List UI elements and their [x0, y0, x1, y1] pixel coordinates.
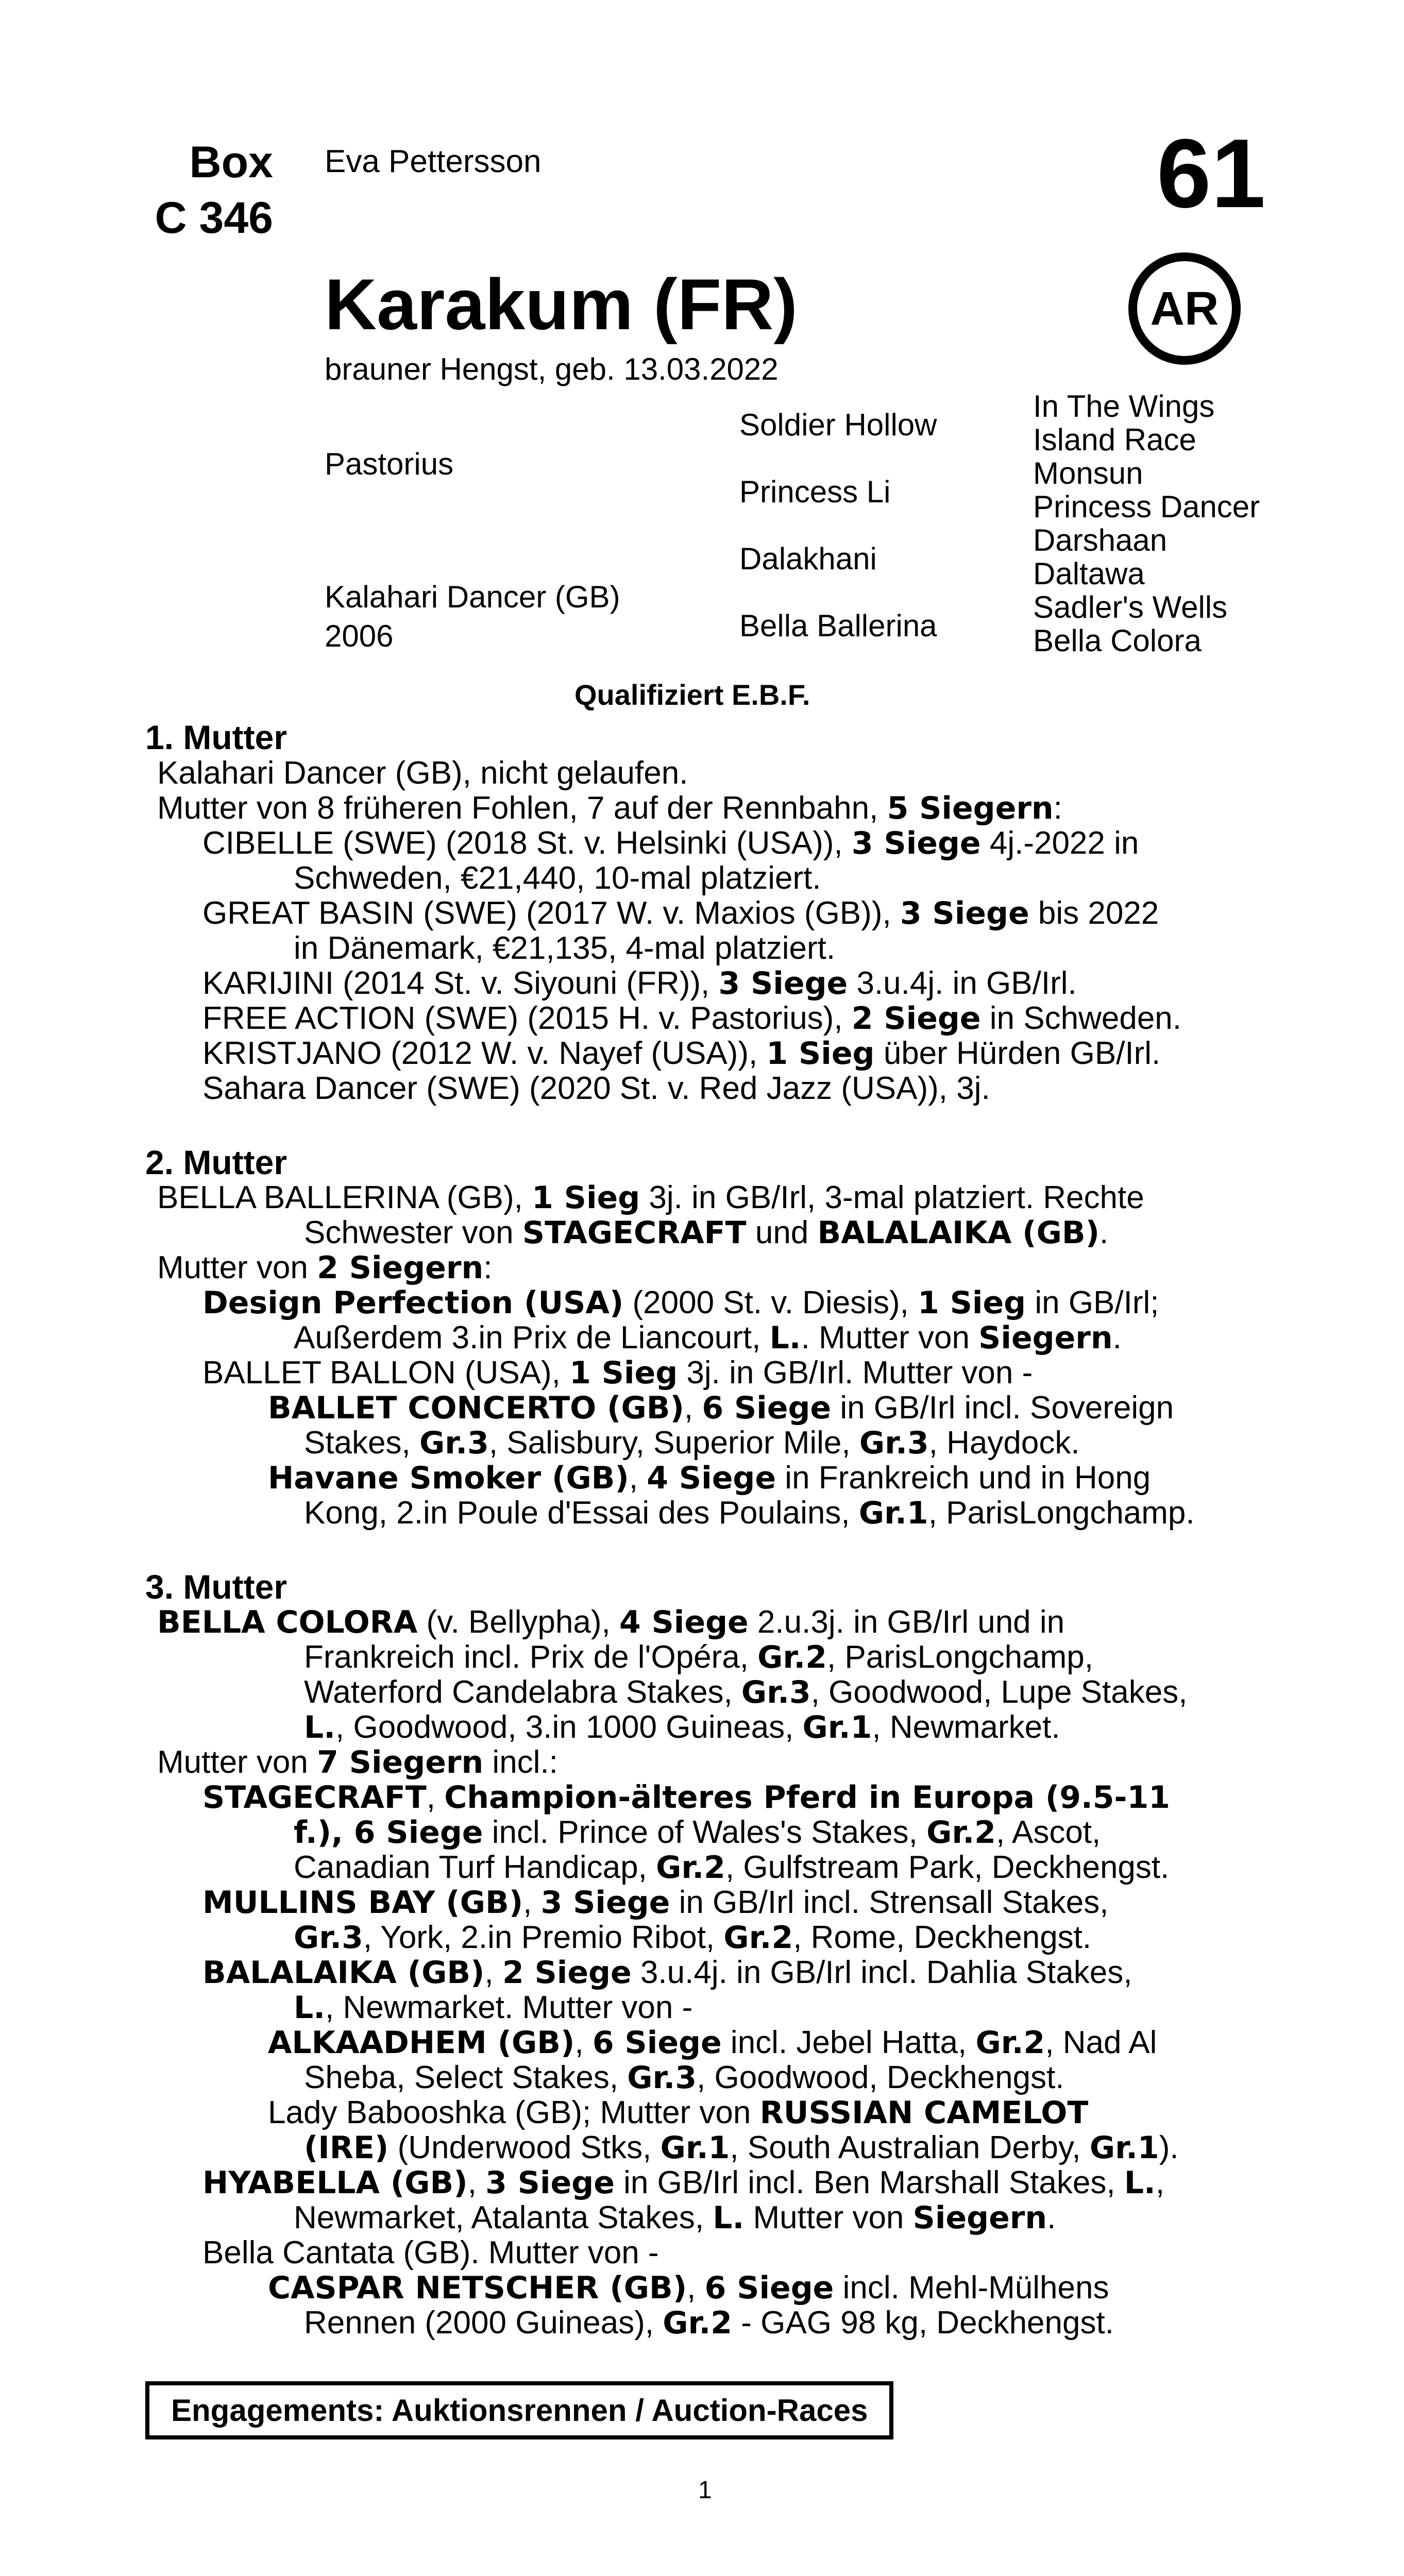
text: CIBELLE (SWE) (2018 St. v. Helsinki (USA)),	[202, 825, 852, 861]
bold-text: 6 Siege	[704, 2270, 834, 2306]
text: ,	[484, 1955, 502, 1990]
text: 3j. in GB/Irl, 3-mal platziert. Rechte	[640, 1180, 1144, 1215]
text: :	[1053, 790, 1062, 826]
bold-text: MULLINS BAY (GB)	[202, 1885, 523, 1921]
pedigree-grandparent: Soldier Hollow	[739, 408, 937, 442]
record-line	[202, 2234, 659, 2271]
owner-name: Eva Pettersson	[325, 144, 542, 179]
text: in Dänemark, €21,135, 4-mal platziert.	[294, 930, 836, 966]
text: , Goodwood, 3.in 1000 Guineas,	[335, 1709, 803, 1745]
text: Sahara Dancer (SWE) (2020 St. v. Red Jazz (USA)), 3j.	[202, 1071, 990, 1106]
text: Canadian Turf Handicap,	[294, 1850, 656, 1885]
pedigree-great-grandparent: Monsun	[1033, 456, 1143, 490]
record-line	[202, 1884, 1108, 1921]
bold-text: STAGECRAFT	[522, 1215, 747, 1251]
text: Kong, 2.in Poule d'Essai des Poulains,	[304, 1495, 859, 1531]
record-line	[304, 1639, 1093, 1675]
record-line	[202, 965, 1077, 1002]
text: 4j.-2022 in	[980, 825, 1139, 861]
bold-text: L.	[1124, 2165, 1156, 2201]
section-title: 1. Mutter	[145, 718, 287, 756]
engagements-box	[145, 2381, 893, 2439]
horse-description: brauner Hengst, geb. 13.03.2022	[325, 352, 779, 386]
text: KRISTJANO (2012 W. v. Nayef (USA)),	[202, 1036, 767, 1071]
text: - GAG 98 kg, Deckhengst.	[732, 2305, 1114, 2341]
bold-text: Gr.1	[660, 2130, 730, 2166]
record-line	[294, 1989, 692, 2026]
text: (v. Bellypha),	[417, 1604, 619, 1640]
bold-text: HYABELLA (GB)	[202, 2165, 468, 2201]
text: :	[483, 1250, 493, 1285]
bold-text: Gr.3	[741, 1674, 811, 1710]
text: , ParisLongchamp.	[928, 1495, 1195, 1531]
text: . Mutter von	[801, 1320, 979, 1355]
bold-text: BALALAIKA (GB)	[202, 1955, 485, 1991]
bold-text: ALKAADHEM (GB)	[268, 2025, 575, 2061]
bold-text: RUSSIAN CAMELOT	[759, 2095, 1089, 2131]
text: in GB/Irl;	[1026, 1285, 1159, 1320]
text: GREAT BASIN (SWE) (2017 W. v. Maxios (GB)),	[202, 895, 900, 931]
text: Waterford Candelabra Stakes,	[304, 1674, 741, 1710]
text: Mutter von	[744, 2200, 913, 2235]
pedigree-grandparent: Dalakhani	[739, 541, 877, 576]
bold-text: 3 Siege	[718, 965, 848, 1002]
record-line	[304, 2059, 1064, 2096]
bold-text: 2 Siege	[851, 1001, 981, 1037]
bold-text: Havane Smoker (GB)	[268, 1460, 629, 1496]
bold-text: 2 Siege	[502, 1955, 632, 1991]
text: incl.:	[483, 1744, 558, 1780]
text: ,	[574, 2025, 593, 2060]
bold-text: 6 Siege	[702, 1390, 832, 1426]
text: .	[1099, 1215, 1109, 1250]
text: incl. Prince of Wales's Stakes,	[483, 1815, 927, 1850]
text: in GB/Irl incl. Strensall Stakes,	[670, 1885, 1109, 1920]
record-line	[268, 1389, 1174, 1426]
record-line	[268, 2024, 1157, 2061]
record-line	[268, 2094, 1088, 2131]
text: incl. Mehl-Mülhens	[834, 2270, 1109, 2306]
record-line	[157, 1179, 1144, 1216]
record-line	[294, 860, 821, 896]
lot-number: 61	[1157, 119, 1266, 228]
bold-text: Gr.1	[802, 1709, 872, 1745]
record-line	[304, 1709, 1060, 1745]
text: 3j. in GB/Irl. Mutter von -	[678, 1355, 1033, 1391]
record-line	[202, 1000, 1181, 1037]
box-number: C 346	[155, 193, 273, 243]
bold-text: 2 Siegern	[317, 1250, 484, 1286]
bold-text: L.	[713, 2200, 745, 2236]
text: Bella Cantata (GB). Mutter von -	[202, 2235, 659, 2270]
record-line	[294, 1814, 1101, 1851]
pedigree-great-grandparent: Darshaan	[1033, 523, 1168, 557]
text: BELLA BALLERINA (GB),	[157, 1180, 532, 1215]
record-line	[294, 2199, 1056, 2236]
text: , Newmarket.	[872, 1709, 1060, 1745]
qualification-note: Qualifiziert E.B.F.	[574, 679, 810, 711]
text: ).	[1159, 2130, 1179, 2165]
bold-text: CASPAR NETSCHER (GB)	[268, 2270, 687, 2306]
text: 3.u.4j. in GB/Irl incl. Dahlia Stakes,	[631, 1955, 1132, 1990]
text: , ParisLongchamp,	[826, 1639, 1093, 1675]
engagements-label: Engagements: Auktionsrennen / Auction-Races	[171, 2393, 868, 2428]
bold-text: 1 Sieg	[569, 1355, 678, 1391]
bold-text: 3 Siege	[851, 825, 981, 861]
pedigree-great-grandparent: Island Race	[1033, 422, 1196, 457]
pedigree-sire: Pastorius	[325, 447, 454, 481]
record-line	[202, 1779, 1170, 1816]
text: , Rome, Deckhengst.	[793, 1920, 1092, 1955]
box-label: Box	[189, 138, 273, 187]
text: und	[746, 1215, 818, 1250]
text: Kalahari Dancer (GB), nicht gelaufen.	[157, 755, 688, 791]
record-line	[202, 825, 1139, 861]
pedigree-great-grandparent: Princess Dancer	[1033, 489, 1260, 524]
record-line	[294, 1919, 1091, 1956]
record-line	[268, 2269, 1109, 2306]
page-number: 1	[698, 2477, 712, 2504]
record-line	[202, 1284, 1159, 1321]
bold-text: 6 Siege	[592, 2025, 722, 2061]
pedigree-great-grandparent: Bella Colora	[1033, 623, 1202, 658]
horse-name: Karakum (FR)	[325, 264, 798, 345]
bold-text: Gr.2	[757, 1639, 827, 1675]
text: .	[1047, 2200, 1056, 2235]
text: , Goodwood, Lupe Stakes,	[810, 1674, 1188, 1710]
text: ,	[426, 1780, 445, 1815]
text: .	[1112, 1320, 1122, 1355]
pedigree-dam: Kalahari Dancer (GB)	[325, 580, 620, 614]
bold-text: Gr.3	[859, 1425, 929, 1461]
record-line	[157, 755, 688, 791]
text: , Salisbury, Superior Mile,	[488, 1425, 859, 1461]
ar-badge-label: AR	[1150, 282, 1219, 335]
text: , Newmarket. Mutter von -	[325, 1990, 693, 2025]
bold-text: Siegern	[912, 2200, 1047, 2236]
text: ,	[687, 2270, 705, 2306]
text: 2.u.3j. in GB/Irl und in	[748, 1604, 1065, 1640]
text: FREE ACTION (SWE) (2015 H. v. Pastorius),	[202, 1001, 852, 1036]
bold-text: 1 Sieg	[532, 1180, 640, 1216]
bold-text: Gr.3	[627, 2060, 697, 2096]
text: ,	[523, 1885, 541, 1920]
text: KARIJINI (2014 St. v. Siyouni (FR)),	[202, 965, 719, 1001]
bold-text: 1 Sieg	[766, 1036, 875, 1072]
text: 3.u.4j. in GB/Irl.	[848, 965, 1077, 1001]
text: incl. Jebel Hatta,	[721, 2025, 976, 2060]
text: in Schweden.	[980, 1001, 1182, 1036]
bold-text: Gr.1	[1089, 2130, 1159, 2166]
pedigree-great-grandparent: In The Wings	[1033, 389, 1215, 423]
section-title: 3. Mutter	[145, 1568, 287, 1606]
bold-text: Design Perfection (USA)	[202, 1285, 624, 1321]
text: ,	[1155, 2165, 1165, 2200]
bold-text: STAGECRAFT	[202, 1780, 427, 1816]
record-line	[202, 1954, 1132, 1991]
bold-text: Gr.2	[663, 2305, 733, 2341]
bold-text: Gr.2	[975, 2025, 1045, 2061]
record-line	[294, 930, 835, 967]
record-line	[304, 1495, 1195, 1531]
text: , Goodwood, Deckhengst.	[697, 2060, 1064, 2095]
bold-text: L.	[769, 1320, 801, 1356]
text: Rennen (2000 Guineas),	[304, 2305, 663, 2341]
pedigree-great-grandparent: Sadler's Wells	[1033, 590, 1228, 624]
text: Schwester von	[304, 1215, 522, 1250]
text: , Ascot,	[995, 1815, 1101, 1850]
text: (Underwood Stks,	[388, 2130, 661, 2165]
text: über Hürden GB/Irl.	[874, 1036, 1161, 1071]
bold-text: 7 Siegern	[317, 1744, 484, 1781]
text: Frankreich incl. Prix de l'Opéra,	[304, 1639, 758, 1675]
record-line	[202, 1070, 990, 1107]
bold-text: f.), 6 Siege	[294, 1815, 483, 1851]
record-line	[304, 1674, 1187, 1710]
text: Stakes,	[304, 1425, 419, 1461]
record-line	[304, 2304, 1114, 2341]
bold-text: L.	[294, 1990, 326, 2026]
record-line	[202, 1035, 1160, 1072]
text: ,	[467, 2165, 486, 2200]
bold-text: BALALAIKA (GB)	[817, 1215, 1099, 1251]
record-line	[294, 1319, 1122, 1356]
text: , Gulfstream Park, Deckhengst.	[725, 1850, 1170, 1885]
text: , York, 2.in Premio Ribot,	[363, 1920, 724, 1955]
record-line	[304, 1425, 1080, 1461]
bold-text: 5 Siegern	[887, 790, 1054, 826]
record-line	[202, 895, 1159, 931]
text: Sheba, Select Stakes,	[304, 2060, 628, 2095]
section-title: 2. Mutter	[145, 1143, 287, 1181]
bold-text: (IRE)	[304, 2130, 389, 2166]
text: Lady Babooshka (GB); Mutter von	[268, 2095, 760, 2130]
pedigree-grandparent: Princess Li	[739, 474, 891, 509]
bold-text: 3 Siege	[485, 2165, 615, 2201]
bold-text: Gr.3	[294, 1920, 363, 1956]
record-line	[202, 2164, 1164, 2201]
bold-text: Gr.1	[858, 1495, 928, 1531]
text: Newmarket, Atalanta Stakes,	[294, 2200, 713, 2235]
bold-text: 1 Sieg	[918, 1285, 1026, 1321]
text: Mutter von 8 früheren Fohlen, 7 auf der Rennbahn,	[157, 790, 887, 826]
text: Außerdem 3.in Prix de Liancourt,	[294, 1320, 770, 1355]
text: in GB/Irl incl. Sovereign	[831, 1390, 1174, 1426]
bold-text: Gr.2	[926, 1815, 996, 1851]
text: ,	[684, 1390, 702, 1426]
bold-text: BALLET CONCERTO (GB)	[268, 1390, 684, 1426]
text: (2000 St. v. Diesis),	[623, 1285, 918, 1320]
record-line	[294, 1849, 1169, 1886]
bold-text: Siegern	[978, 1320, 1113, 1356]
pedigree-dam-year: 2006	[325, 619, 394, 653]
pedigree-grandparent: Bella Ballerina	[739, 608, 937, 643]
bold-text: 4 Siege	[619, 1604, 749, 1640]
bold-text: Gr.2	[656, 1850, 725, 1886]
text: , South Australian Derby,	[730, 2130, 1090, 2165]
text: BALLET BALLON (USA),	[202, 1355, 570, 1391]
text: bis 2022	[1029, 895, 1159, 931]
ar-badge	[1128, 252, 1241, 365]
text: , Nad Al	[1045, 2025, 1157, 2060]
bold-text: Gr.2	[723, 1920, 793, 1956]
text: Schweden, €21,440, 10-mal platziert.	[294, 860, 821, 896]
text: , Haydock.	[928, 1425, 1080, 1461]
text: ,	[629, 1460, 647, 1496]
record-line	[157, 1249, 492, 1286]
record-line	[268, 1460, 1151, 1496]
bold-text: 4 Siege	[647, 1460, 776, 1496]
record-line	[157, 1604, 1064, 1640]
text: in GB/Irl incl. Ben Marshall Stakes,	[614, 2165, 1124, 2200]
record-line	[304, 2129, 1179, 2166]
text: in Frankreich und in Hong	[776, 1460, 1151, 1496]
bold-text: 3 Siege	[900, 895, 1029, 931]
pedigree-great-grandparent: Daltawa	[1033, 556, 1145, 591]
bold-text: Gr.3	[419, 1425, 489, 1461]
record-line	[157, 790, 1062, 826]
text: Mutter von	[157, 1250, 317, 1285]
bold-text: BELLA COLORA	[157, 1604, 418, 1640]
record-line	[157, 1744, 558, 1781]
record-line	[202, 1354, 1033, 1391]
bold-text: Champion-älteres Pferd in Europa (9.5-11	[444, 1780, 1170, 1816]
text: Mutter von	[157, 1744, 317, 1780]
record-line	[304, 1214, 1108, 1251]
bold-text: 3 Siege	[540, 1885, 670, 1921]
bold-text: L.	[304, 1709, 336, 1745]
